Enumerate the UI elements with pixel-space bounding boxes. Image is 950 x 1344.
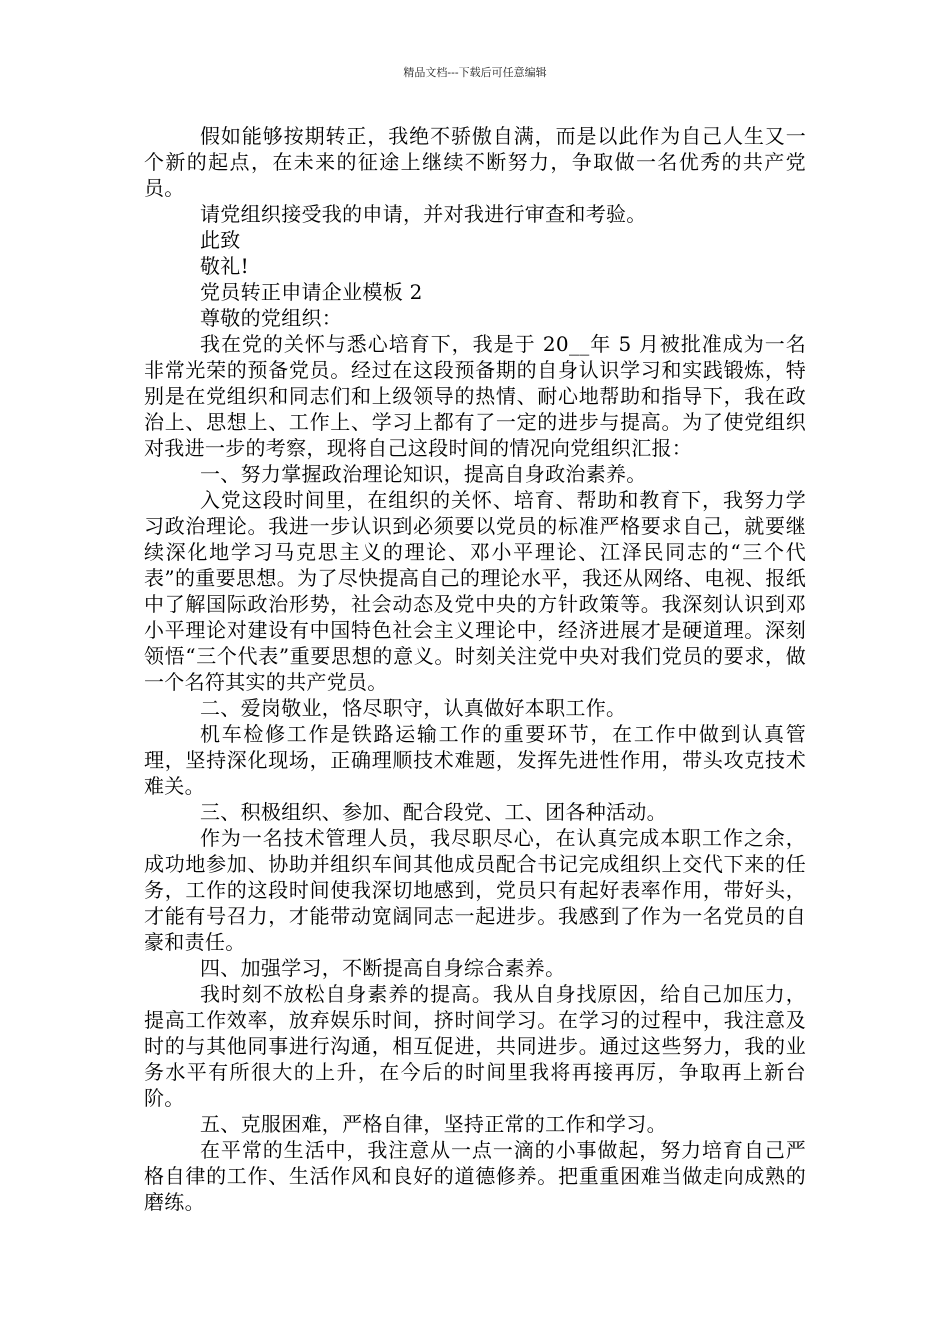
section-heading: 三、积极组织、参加、配合段党、工、团各种活动。 <box>200 800 667 824</box>
section-heading: 二、爱岗敬业，恪尽职守，认真做好本职工作。 <box>200 696 627 720</box>
paragraph: 假如能够按期转正，我绝不骄傲自满，而是以此作为自己人生又一个新的起点，在未来的征途上继续不断努力，争取做一名优秀的共产党员。 <box>144 124 806 200</box>
paragraph: 请党组织接受我的申请，并对我进行审查和考验。 <box>200 202 647 226</box>
paragraph: 在平常的生活中，我注意从一点一滴的小事做起，努力培育自己严格自律的工作、生活作风和良好的道德修养。把重重困难当做走向成熟的磨练。 <box>144 1138 806 1214</box>
paragraph: 我时刻不放松自身素养的提高。我从自身找原因，给自己加压力，提高工作效率，放弃娱乐时间，挤时间学习。在学习的过程中，我注意及时的与其他同事进行沟通，相互促进，共同进步。通过这些努力，我的业务水平有所很大的上升，在今后的时间里我将再接再厉，争取再上新台阶。 <box>144 982 806 1110</box>
salutation: 尊敬的党组织： <box>200 306 343 330</box>
closing-salute: 敬礼! <box>200 254 249 278</box>
section-heading: 四、加强学习，不断提高自身综合素养。 <box>200 956 566 980</box>
paragraph: 我在党的关怀与悉心培育下，我是于 20__年 5 月被批准成为一名非常光荣的预备党员。经过在这段预备期的自身认识学习和实践锻炼，特别是在党组织和同志们和上级领导的热情、耐心地帮助和指导下，我在政治上、思想上、工作上、学习上都有了一定的进步与提高。为了使党组织对我进一步的考察，现将自己这段时间的情况向党组织汇报： <box>144 332 806 460</box>
section-heading: 一、努力掌握政治理论知识，提高自身政治素养。 <box>200 462 647 486</box>
paragraph: 入党这段时间里，在组织的关怀、培育、帮助和教育下，我努力学习政治理论。我进一步认识到必须要以党员的标准严格要求自己，就要继续深化地学习马克思主义的理论、邓小平理论、江泽民同志的“三个代表”的重要思想。为了尽快提高自己的理论水平，我还从网络、电视、报纸中了解国际政治形势，社会动态及党中央的方针政策等。我深刻认识到邓小平理论对建设有中国特色社会主义理论中，经济进展才是硬道理。深刻领悟“三个代表”重要思想的意义。时刻关注党中央对我们党员的要求，做一个名符其实的共产党员。 <box>144 488 806 694</box>
section-heading: 五、克服困难，严格自律，坚持正常的工作和学习。 <box>200 1112 667 1136</box>
section-title: 党员转正申请企业模板 2 <box>200 280 423 304</box>
paragraph: 机车检修工作是铁路运输工作的重要环节，在工作中做到认真管理，坚持深化现场，正确理顺技术难题，发挥先进性作用，带头攻克技术难关。 <box>144 722 806 798</box>
closing-line: 此致 <box>200 228 241 252</box>
paragraph: 作为一名技术管理人员，我尽职尽心，在认真完成本职工作之余，成功地参加、协助并组织车间其他成员配合书记完成组织上交代下来的任务，工作的这段时间使我深切地感到，党员只有起好表率作用，带好头，才能有号召力，才能带动宽阔同志一起进步。我感到了作为一名党员的自豪和责任。 <box>144 826 806 954</box>
page-header: 精品文档---下载后可任意编辑 <box>403 66 547 79</box>
document-body <box>144 123 806 1215</box>
